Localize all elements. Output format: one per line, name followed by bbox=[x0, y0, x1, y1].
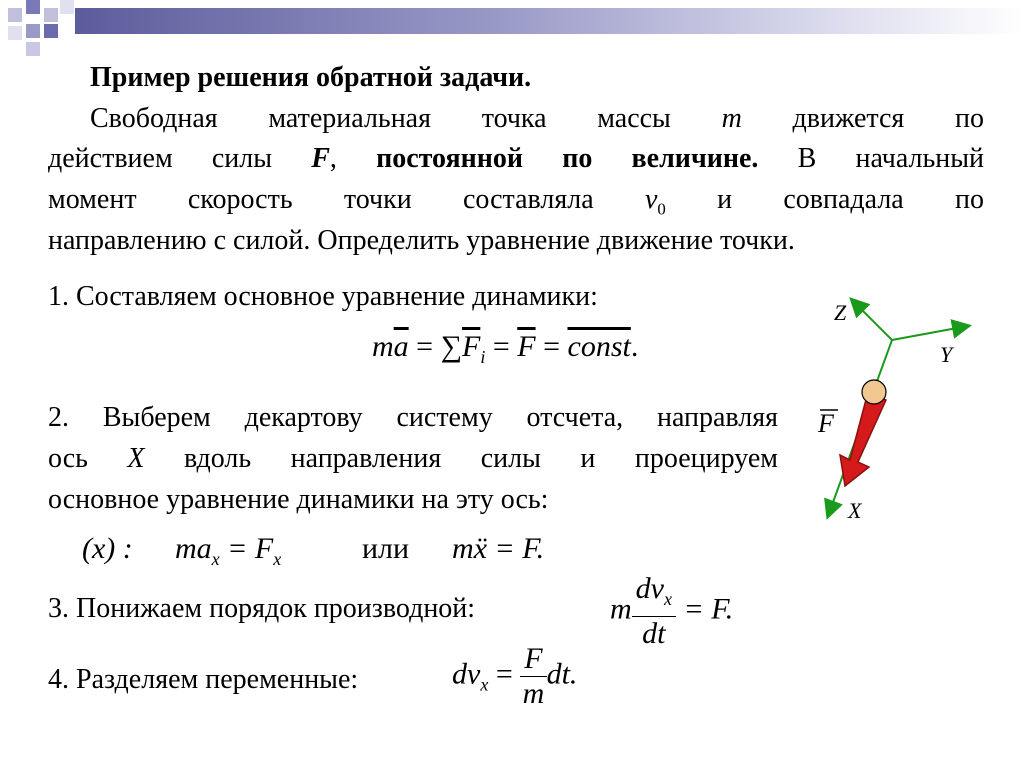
z-axis bbox=[852, 300, 892, 340]
title-bar-decoration bbox=[75, 8, 1024, 34]
force-arrow bbox=[840, 392, 886, 486]
page-title: Пример решения обратной задачи. bbox=[90, 62, 532, 93]
step-4-equation: $dv_x$ = $\frac{F}{m}$ dt. bbox=[452, 642, 578, 710]
axis-z-label: Z bbox=[834, 300, 847, 325]
step-2-equation-left: $ma_x = F_x$ bbox=[175, 532, 282, 569]
step-2-line-2: ось X вдоль направления силы и проецируем bbox=[48, 443, 779, 474]
material-point bbox=[862, 380, 886, 404]
problem-line-3: момент скорость точки составляла $v_0$ и совпадала по bbox=[48, 184, 984, 219]
step-2-equation-right: mẍ = F. bbox=[452, 532, 545, 565]
axis-y-label: Y bbox=[940, 342, 953, 367]
problem-line-2: действием силы F, постоянной по величине. В начальный bbox=[48, 143, 985, 174]
problem-line-1: Свободная материальная точка массы m движется по bbox=[90, 103, 984, 134]
y-axis bbox=[892, 326, 968, 340]
step-1-text: 1. Составляем основное уравнение динамики: bbox=[48, 281, 598, 312]
axis-x-label: X bbox=[848, 498, 862, 523]
step-2-line-3: основное уравнение динамики на эту ось: bbox=[48, 484, 549, 515]
step-4-text: 4. Разделяем переменные: bbox=[48, 664, 359, 695]
coordinate-diagram bbox=[790, 280, 990, 530]
step-2-or: или bbox=[362, 532, 410, 565]
force-label: F bbox=[818, 409, 834, 438]
step-2-line-1: 2. Выберем декартову систему отсчета, направляя bbox=[48, 402, 778, 433]
step-1-equation: $m\overline{a} = \sum\overline{F}_i = \overline{F}$ = const. bbox=[372, 330, 639, 367]
step-3-equation: m $\frac{dv_x}{dt}$ = F. bbox=[610, 572, 734, 650]
problem-line-4: направлению с силой. Определить уравнение движение точки. bbox=[48, 225, 795, 256]
step-3-text: 3. Понижаем порядок производной: bbox=[48, 593, 476, 624]
step-2-equation-label: (x) : bbox=[82, 532, 133, 565]
